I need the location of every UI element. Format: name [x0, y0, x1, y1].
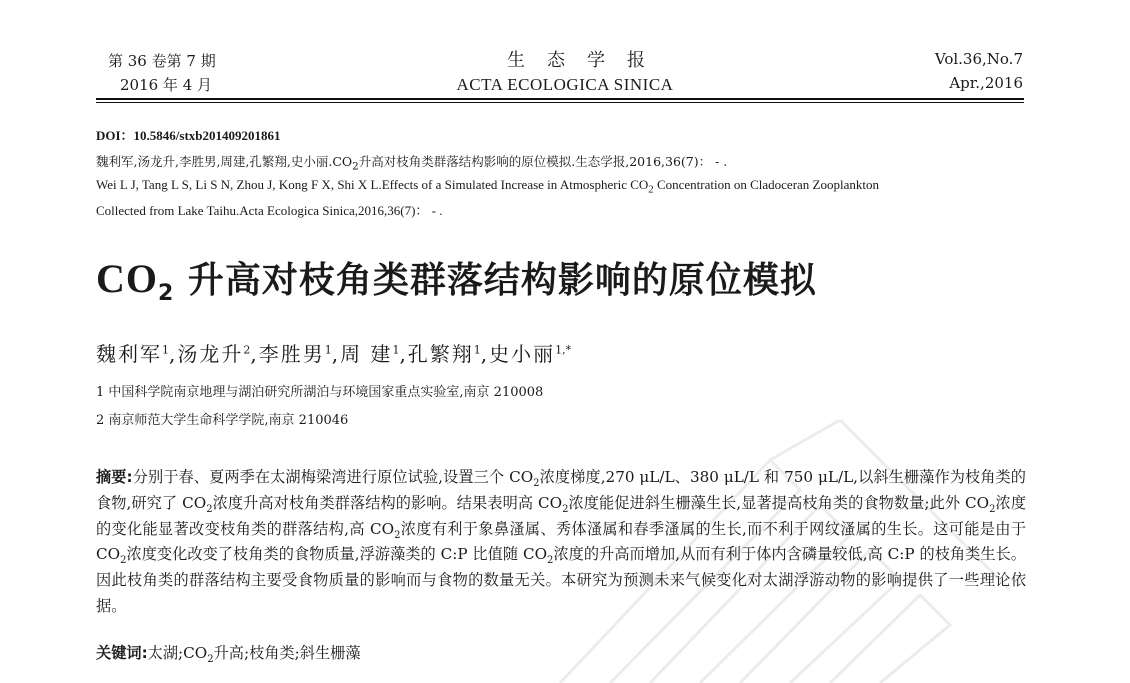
- abstract-subscript: 2: [533, 478, 540, 490]
- author-list: [96, 338, 571, 367]
- keywords: 关键词:太湖$;CO_2$升高;枝角类;斜生栅藻: [96, 644, 361, 666]
- abstract-subscript: 2: [989, 503, 996, 515]
- abstract-text: 浓度的变化能显著改变枝角类的群落结构,高 CO: [96, 493, 1027, 538]
- doi[interactable]: DOI：10.5846/stxb201409201861: [96, 128, 281, 143]
- author-name: 汤龙升: [177, 342, 244, 366]
- abstract: [96, 465, 1026, 620]
- author-separator: ,: [250, 342, 259, 366]
- abstract-text: 浓度变化改变了枝角类的食物质量,浮游藻类的 C:P 比值随 CO: [126, 545, 548, 564]
- abstract-subscript: 2: [394, 529, 401, 541]
- abstract-text: 浓度梯度,270 μL/L、380 μL/L 和 750 μL/L,以斜生栅藻作为枝角类的食物,研究了 CO: [96, 468, 1026, 512]
- author-name: 周 建: [340, 342, 393, 366]
- author-name: 李胜男: [258, 342, 325, 366]
- abstract-text: 浓度有利于象鼻溞属、秀体溞属和春季溞属的生长,而不利于网纹溞属的生长。这可能是由于 CO: [96, 519, 1027, 564]
- author-name: 孔繁翔: [407, 342, 474, 366]
- abstract-subscript: 2: [562, 503, 569, 515]
- header-rule-thick: [96, 98, 1024, 100]
- affiliation-1: 1 中国科学院南京地理与湖泊研究所湖泊与环境国家重点实验室,南京 210008: [96, 385, 544, 400]
- author-affiliation-mark: 1: [324, 343, 332, 357]
- abstract-text: 浓度能促进斜生栅藻生长,显著提高枝角类的食物数量;此外 CO: [568, 493, 990, 512]
- author-affiliation-mark: 2: [243, 343, 251, 357]
- journal-title-en: ACTA ECOLOGICA SINICA: [456, 75, 674, 94]
- author-affiliation-mark: 1: [162, 343, 169, 357]
- author-separator: ,: [331, 342, 341, 366]
- author-separator: ,: [399, 342, 408, 366]
- author-separator: ,: [169, 342, 178, 366]
- abstract-text: 分别于春、夏两季在太湖梅梁湾进行原位试验,设置三个 CO: [132, 468, 534, 486]
- paper-title: $CO_2$ 升高对枝角类群落结构影响的原位模拟: [96, 256, 817, 307]
- journal-title-cn: 生态学报: [507, 50, 667, 71]
- abstract-text: 浓度升高对枝角类群落结构的影响。结果表明高 CO: [212, 493, 563, 512]
- citation-en-line2: Collected from Lake Taihu.Acta Ecologica Sinica,2016,36(7)： - .: [96, 203, 443, 218]
- abstract-subscript: 2: [547, 555, 554, 567]
- author-separator: ,: [480, 342, 490, 366]
- issue-volume-en: Vol.36,No.7: [934, 50, 1023, 68]
- abstract-text: 浓度的升高而增加,从而有利于体内含磷量较低,高 C:P 的枝角类生长。因此枝角类的群落结构主要受食物质量的影响而与食物的数量无关。本研究为预测未来气候变化对太湖浮游动物的影响提供了一些理论依据。: [96, 545, 1026, 615]
- affiliation-2: 2 南京师范大学生命科学学院,南京 210046: [96, 413, 349, 428]
- author-affiliation-mark: 1: [473, 343, 481, 357]
- issue-date-cn: 2016 年 4 月: [120, 76, 213, 94]
- header-rule-thin: [96, 102, 1024, 103]
- citation-en-line1: Wei L J, Tang L S, Li S N, Zhou J, Kong F X, Shi X L.Effects of a Simulated Increase in Atmospheric $CO_2$ Concentration on Cladoceran Zooplankton: [96, 177, 879, 196]
- citation-cn: 魏利军,汤龙升,李胜男,周建,孔繁翔,史小丽$.CO_2$升高对枝角类群落结构影响的原位模拟.生态学报,2016,36(7)： - .: [96, 154, 728, 173]
- issue-volume-cn: 第 36 卷第 7 期: [108, 52, 216, 70]
- author-affiliation-mark: 1: [392, 343, 400, 357]
- keywords-label: 关键词:: [96, 644, 148, 662]
- abstract-label: 摘要:: [96, 468, 133, 486]
- abstract-subscript: 2: [206, 503, 213, 515]
- author-affiliation-mark: 1,*: [555, 343, 572, 357]
- author-name: 史小丽: [489, 342, 556, 366]
- issue-date-en: Apr.,2016: [949, 74, 1023, 92]
- abstract-subscript: 2: [120, 555, 127, 567]
- author-name: 魏利军: [96, 342, 162, 366]
